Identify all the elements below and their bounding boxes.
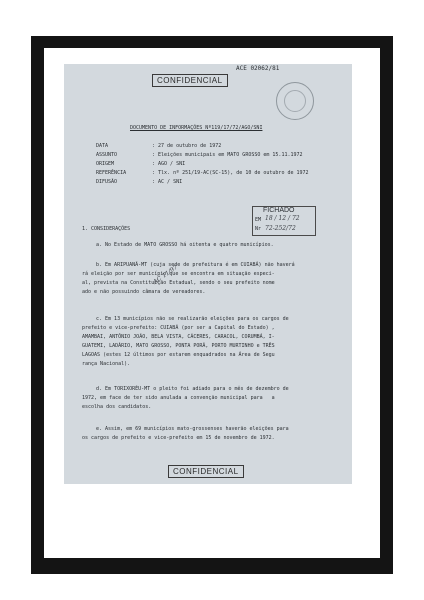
confidential-stamp-bottom-text: CONFIDENCIAL <box>173 467 239 476</box>
confidential-stamp-bottom <box>168 465 244 478</box>
fichado-em-label: EM <box>255 217 262 223</box>
paragraph-line: AMAMBAI, ANTÔNIO JOÃO, BELA VISTA, CÁCERES, CARACOL, CORUMBÁ, I- <box>82 334 275 340</box>
paragraph-line: al, prevista na Constituição Estadual, sendo o seu prefeito nome <box>82 280 275 286</box>
field-label: ASSUNTO <box>96 152 118 158</box>
fichado-nr-label: Nr <box>255 226 262 232</box>
field-label: ORIGEM <box>96 161 115 167</box>
fichado-stamp <box>252 206 316 236</box>
field-label: REFERÊNCIA <box>96 170 127 176</box>
paragraph-line: 1972, em face de ter sido anulada a convenção municipal para a <box>82 395 275 401</box>
field-value: : AC / SNI <box>152 179 183 185</box>
reference-number: ACE 02062/81 <box>236 65 280 72</box>
section-heading: 1. CONSIDERAÇÕES <box>82 226 131 232</box>
field-value: : Eleições municipais em MATO GROSSO em 15.11.1972 <box>152 152 303 158</box>
fichado-nr-value: 72-252/72 <box>265 225 296 232</box>
paragraph-line: GUATEMI, LADÁRIO, MATO GROSSO, PONTA PORÃ, PORTO MURTINHO e TRÊS <box>82 343 275 349</box>
paragraph-line: d. Em TORIXORÉU-MT o pleito foi adiado para o mês de dezembro de <box>96 386 289 392</box>
handwritten-annotation: AC 11/97 <box>152 263 180 286</box>
paragraph-line: ado e não possuindo câmara de vereadores. <box>82 289 206 295</box>
document-title: DOCUMENTO DE INFORMAÇÕES Nº119/17/72/AGO/SNI <box>130 125 263 131</box>
paragraph-line: e. Assim, em 69 municípios mato-grossenses haverão eleições para <box>96 426 289 432</box>
paragraph-line: os cargos de prefeito e vice-prefeito em 15 de novembro de 1972. <box>82 435 275 441</box>
paragraph-line: prefeito e vice-prefeito: CUIABÁ (por ser a Capital do Estado) , <box>82 325 275 331</box>
official-seal-icon <box>276 82 314 120</box>
paragraph-line: b. Em ARIPUANÃ-MT (cuja sede de prefeitura é em CUIABÁ) não haverá <box>96 262 295 268</box>
paragraph-line: escolha dos candidatos. <box>82 404 152 410</box>
field-value: : AGO / SNI <box>152 161 186 167</box>
seal-emblem-icon <box>284 90 306 112</box>
fichado-em-date: 18 / 12 / 72 <box>265 215 300 222</box>
fichado-label: FICHADO <box>263 207 295 214</box>
paragraph-line: a. No Estado de MATO GROSSO há oitenta e quatro municípios. <box>96 242 274 248</box>
confidential-stamp-top-text: CONFIDENCIAL <box>157 76 223 85</box>
field-label: DATA <box>96 143 109 149</box>
field-value: : 27 de outubro de 1972 <box>152 143 222 149</box>
paragraph-line: c. Em 13 municípios não se realizarão eleições para os cargos de <box>96 316 289 322</box>
paragraph-line: LAGOAS (estes 12 últimos por estarem enquadrados na Área de Segu <box>82 352 275 358</box>
paragraph-line: rá eleição por ser município que se encontra em situação especi- <box>82 271 275 277</box>
field-label: DIFUSÃO <box>96 179 118 185</box>
field-value: : Tlx. nº 251/19-AC(SC-15), de 10 de outubro de 1972 <box>152 170 309 176</box>
confidential-stamp-top <box>152 74 228 87</box>
paragraph-line: rança Nacional). <box>82 361 131 367</box>
